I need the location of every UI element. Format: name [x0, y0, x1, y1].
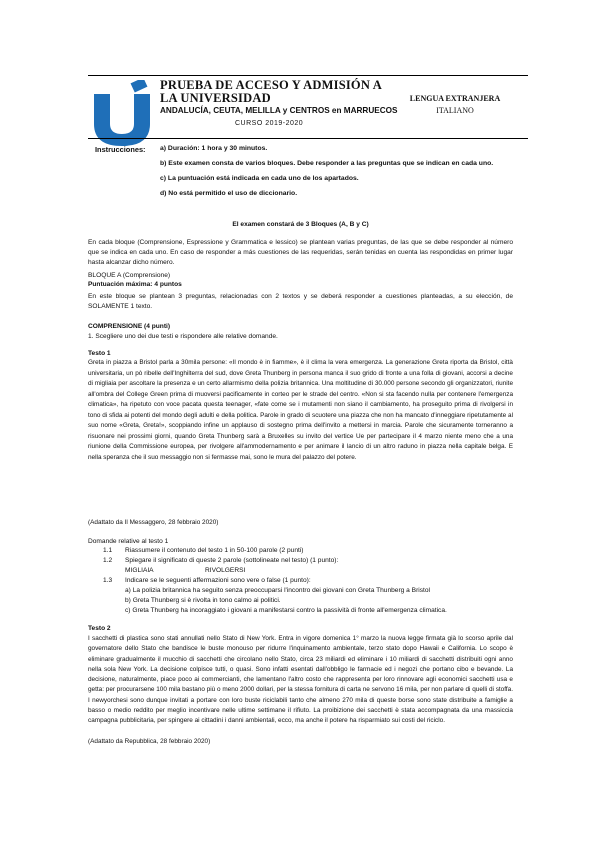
subject-line-1: LENGUA EXTRANJERA [409, 94, 501, 103]
subject-line-2: ITALIANO [436, 106, 474, 115]
block-a-score: Puntuación máxima: 4 puntos [88, 281, 182, 288]
testo2-body: I sacchetti di plastica sono stati annullati nello Stato di New York. Entra in vigore domenica 1° marzo la nuova legge firmata già lo scorso aprile dal governatore dello Stato che bandisce le buste monouso per ridurre l'inquinamento ambientale, terzo stato dopo Hawaii e California. Lo scopo è eliminare gradualmente il mucchio di sacchetti che circolano nello Stato, circa 23 miliardi ed eliminare i 10 miliardi di sacchetti distribuiti ogni anno nella sola New York. La decisione colpisce tutti, o quasi. Sono infatti esentati dall'obbligo le farmacie ed i negozi che portano cibo e bevande. La decisione, naturalmente, piace poco ai commercianti, che lamentano l'altro costo che rappresenta per loro rinnovare agli economici sacchetti usa e getta: per procurarsene 100 mila bastano più o meno 2000 dollari, per la stessa fornitura di carta ne servono 16 mila, per non parlare di quelli di stoffa. I newyorchesi sono dunque invitati a portare con loro buste riciclabili tanto che almeno 270 mila di queste borse sono state distribuite a famiglie a basso o medio reddito per meglio incentivare nelle ultime settimane il rifiuto. La proibizione dei sacchetti è stata accompagnata da una massiccia campagna pubblicitaria, per spingere ai cittadini i danni ambientali, ecco, ma anche il potere ha risparmiato sui costi del riciclo. [88, 635, 513, 725]
instruction-item: d) No está permitido el uso de diccionario. [160, 190, 298, 197]
header-top-rule [88, 75, 528, 76]
question-1-1: Riassumere il contenuto del testo 1 in 50-100 parole (2 punti) [125, 547, 304, 554]
testo1-source: (Adattato da Il Messaggero, 28 febbraio 2020) [88, 519, 219, 526]
blocks-heading: El examen constará de 3 Bloques (A, B y C) [232, 221, 369, 228]
testo2-source: (Adattato da Repubblica, 28 febbraio 2020) [88, 738, 211, 745]
block-a-description: En este bloque se plantean 3 preguntas, relacionadas con 2 textos y se deberá responder a cuestiones planteadas, a su elección, de SOLAMENTE 1 texto. [88, 293, 513, 311]
question-number: 1.3 [103, 577, 113, 584]
exam-title: PRUEBA DE ACCESO Y ADMISIÓN A LA UNIVERSIDAD [160, 78, 382, 105]
question-1-2: Spiegare il significato di queste 2 parole (sottolineate nel testo) (1 punto): [125, 557, 339, 564]
vocab-word-1: MIGLIAIA [125, 567, 154, 574]
testo1-title: Testo 1 [88, 350, 111, 357]
statement-b: b) Greta Thunberg si è rivolta in tono calmo ai politici. [125, 597, 281, 604]
statement-a: a) La polizia britannica ha seguito senza preoccuparsi l'incontro dei giovani con Greta Thunberg a Bristol [125, 587, 430, 594]
instructions-label: Instrucciones: [95, 145, 146, 154]
exam-subject [405, 93, 505, 117]
testo1-body: Greta in piazza a Bristol parla a 30mila persone: «Il mondo è in fiamme», è il clima la vera emergenza. La generazione Greta riporta da Bristol, città universitaria, un pò ribelle dell'Inghilterra del sud, dove Greta Thunberg in persona manca il suo grido di fronte a una folla di giovani, accorsi a decine di migliaia per ascoltare la presenza e un certo allarmismo della polizia britannica. Una moltitudine di 30.000 persone secondo gli organizzatori, riunite all'ombra del College Green prima di muoversi pacificamente in corteo per le strade del centro. «Non si sta facendo nulla per contenere l'emergenza climatica», ha ripetuto con voce pacata questa teenager, «fate come se i mutamenti non siano il cambiamento, ha proseguito prima di rivolgersi in tono di sfida ai potenti del mondo degli adulti e della politica. Parole in grado di scuotere una piazza che non ha mancato d'inneggiare ripetutamente al suo nome «Greta, Greta!», scoppiando infine un applauso di sostegno prima dell'invito a mettersi in marcia. Parole che sicuramente torneranno a risuonare nei prossimi giorni, quando Greta Thunberg sarà a Bruxelles su invito del vertice Ue per partecipare il 4 marzo niente meno che a una riunione della Commissione europea, per rivolgere all'ammodernamento e per animare il lancio di un altro raduno in piazza nella capitale belga. E nella speranza che il suo messaggio non si fermasse mai, sono le mura del palazzo del potere. [88, 359, 513, 461]
comprensione-title: COMPRENSIONE (4 punti) [88, 323, 171, 330]
instruction-item: b) Este examen consta de varios bloques. Debe responder a las preguntas que se indican en cada uno. [160, 160, 494, 167]
exam-subtitle: ANDALUCÍA, CEUTA, MELILLA y CENTROS en MARRUECOS [160, 106, 398, 115]
intro-paragraph: En cada bloque (Comprensione, Espressione y Grammatica e lessico) se plantean varias preguntas, de las que se debe responder al número que se indica en cada uno. En caso de responder a más cuestiones de las requeridas, serán tenidas en cuenta las respondidas en primer lugar hasta alcanzar dicho número. [88, 239, 513, 267]
statement-c: c) Greta Thunberg ha incoraggiato i giovani a manifestarsi contro la passività di fronte all'emergenza climatica. [125, 607, 447, 614]
question-number: 1.2 [103, 557, 113, 564]
block-a-title: BLOQUE A (Comprensione) [88, 272, 171, 279]
instruction-item: a) Duración: 1 hora y 30 minutos. [160, 145, 268, 152]
testo2-title: Testo 2 [88, 625, 111, 632]
exam-course: CURSO 2019-2020 [235, 120, 304, 127]
questions1-title: Domande relative al testo 1 [88, 538, 169, 545]
question-1-3: Indicare se le seguenti affermazioni sono vere o false (1 punto): [125, 577, 311, 584]
vocab-word-2: RIVOLGERSI [205, 567, 246, 574]
header-bottom-rule [88, 138, 528, 139]
question-number: 1.1 [103, 547, 113, 554]
comprensione-instruction: 1. Scegliere uno dei due testi e rispondere alle relative domande. [88, 333, 278, 340]
instruction-item: c) La puntuación está indicada en cada uno de los apartados. [160, 175, 359, 182]
